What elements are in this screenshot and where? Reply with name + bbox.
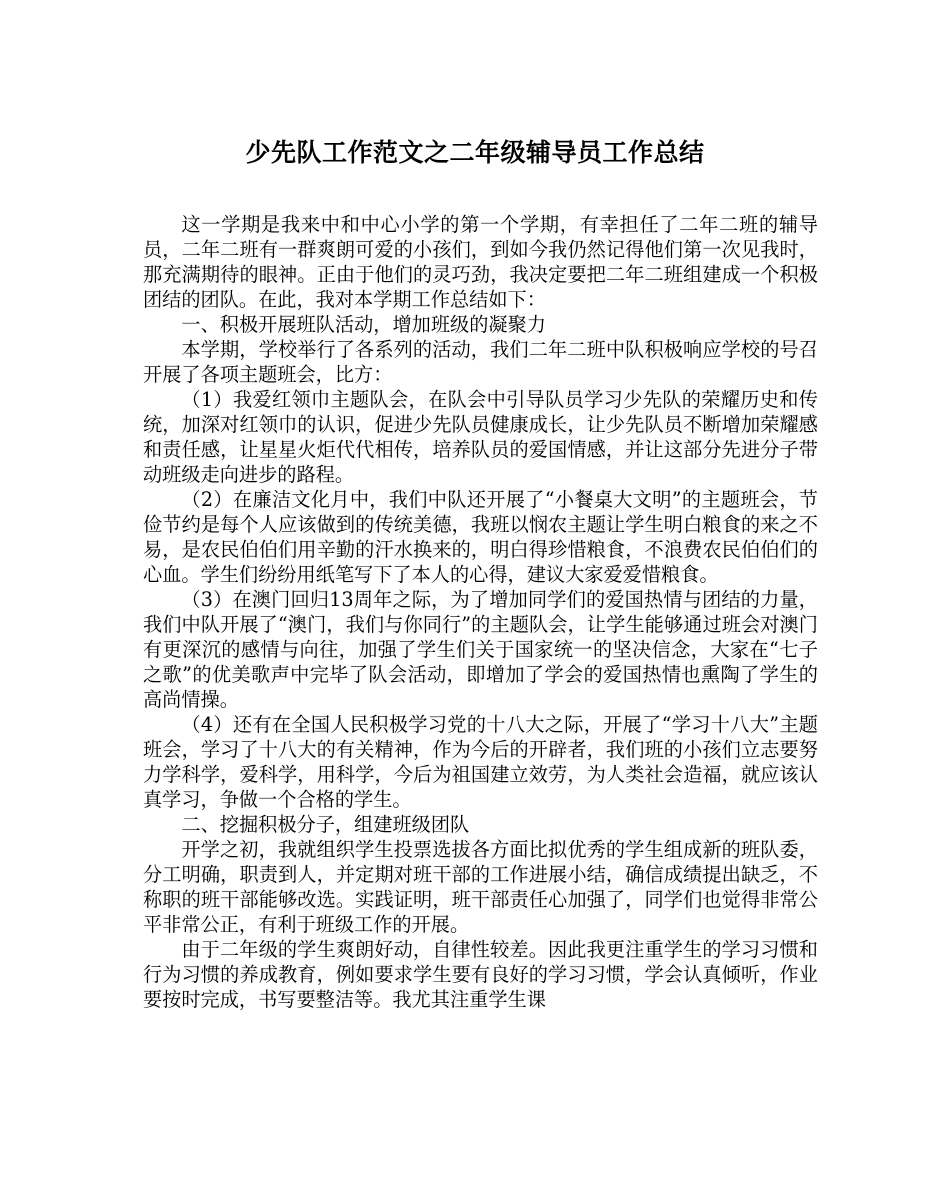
section-heading-1: 一、积极开展班队活动，增加班级的凝聚力	[181, 313, 546, 336]
paragraph-section-1-intro: 本学期，学校举行了各系列的活动，我们二年二班中队积极响应学校的号召开展了各项主题班会，比方：	[143, 338, 818, 386]
list-item-2: （2）在廉洁文化月中，我们中队还开展了“小餐桌大文明”的主题班会，节俭节约是每个人应该做到的传统美德，我班以悯农主题让学生明白粮食的来之不易，是农民伯伯们用辛勤的汗水换来的，明白得珍惜粮食，不浪费农民伯伯们的心血。学生们纷纷用纸笔写下了本人的心得，建议大家爱爱惜粮食。	[143, 488, 818, 586]
section-heading-2: 二、挖掘积极分子，组建班级团队	[181, 813, 470, 836]
paragraph-section-2-b: 由于二年级的学生爽朗好动，自律性较差。因此我更注重学生的学习习惯和行为习惯的养成教育，例如要求学生要有良好的学习习惯，学会认真倾听，作业要按时完成，书写要整洁等。我尤其注重学生课	[143, 938, 818, 1011]
document-title: 少先队工作范文之二年级辅导员工作总结	[245, 138, 705, 167]
list-item-1: （1）我爱红领巾主题队会，在队会中引导队员学习少先队的荣耀历史和传统，加深对红领巾的认识，促进少先队员健康成长，让少先队员不断增加荣耀感和责任感，让星星火炬代代相传，培养队员的爱国情感，并让这部分先进分子带动班级走向进步的路程。	[143, 388, 818, 486]
list-item-3: （3）在澳门回归13周年之际，为了增加同学们的爱国热情与团结的力量，我们中队开展了“澳门，我们与你同行”的主题队会，让学生能够通过班会对澳门有更深沉的感情与向往，加强了学生们关于国家统一的坚决信念，大家在“七子之歌”的优美歌声中完毕了队会活动，即增加了学会的爱国热情也熏陶了学生的高尚情操。	[143, 588, 818, 711]
paragraph-section-2-a: 开学之初，我就组织学生投票选拔各方面比拟优秀的学生组成新的班队委，分工明确，职责到人，并定期对班干部的工作进展小结，确信成绩提出缺乏，不称职的班干部能够改选。实践证明，班干部责任心加强了，同学们也觉得非常公平非常公正，有利于班级工作的开展。	[143, 838, 818, 936]
document-body	[143, 212, 818, 1012]
list-item-4: （4）还有在全国人民积极学习党的十八大之际，开展了“学习十八大”主题班会，学习了十八大的有关精神，作为今后的开辟者，我们班的小孩们立志要努力学科学，爱科学，用科学，今后为祖国建立效劳，为人类社会造福，就应该认真学习，争做一个合格的学生。	[143, 713, 818, 811]
paragraph-intro: 这一学期是我来中和中心小学的第一个学期，有幸担任了二年二班的辅导员，二年二班有一群爽朗可爱的小孩们，到如今我仍然记得他们第一次见我时，那充满期待的眼神。正由于他们的灵巧劲，我决定要把二年二班组建成一个积极团结的团队。在此，我对本学期工作总结如下：	[143, 213, 818, 311]
